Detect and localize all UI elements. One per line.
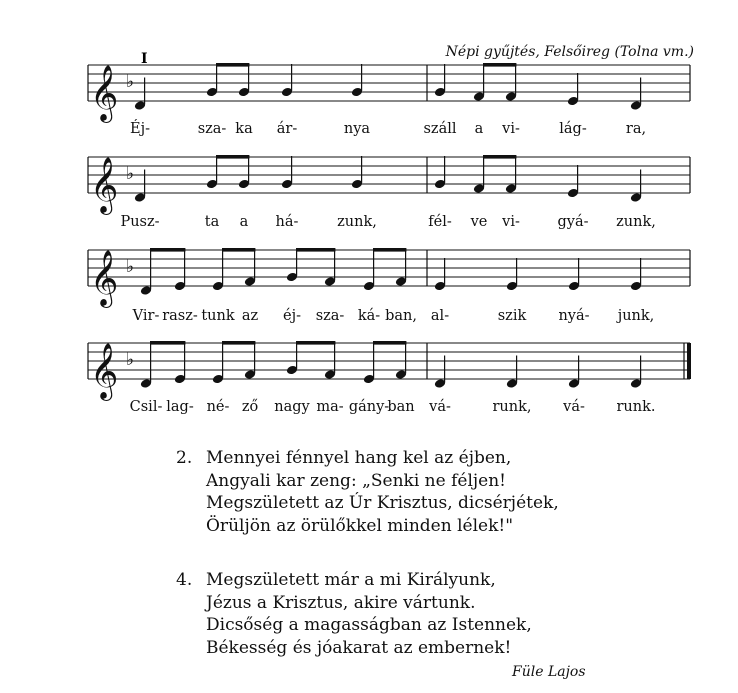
- lyric-syllable: al-: [430, 308, 450, 324]
- note-beam: [296, 341, 335, 345]
- lyric-syllable: gyá-: [557, 214, 589, 230]
- author-name: Füle Lajos: [512, 664, 586, 680]
- source-attribution: Népi gyűjtés, Felsőireg (Tolna vm.): [445, 44, 694, 60]
- note-beam: [216, 155, 249, 159]
- staff-system: [88, 248, 690, 324]
- lyric-syllable: runk.: [616, 399, 656, 415]
- stanza-line: Megszületett az Úr Krisztus, dicsérjétek,: [206, 493, 559, 513]
- stanza-line: Békesség és jóakarat az embernek!: [206, 637, 512, 658]
- lyric-syllable: éj-: [283, 308, 301, 324]
- stanza-number: 4.: [176, 570, 193, 590]
- rehearsal-mark: I: [141, 51, 148, 67]
- lyric-syllable: zunk,: [616, 214, 656, 230]
- note-beam: [150, 341, 185, 345]
- note-beam: [222, 341, 255, 345]
- lyric-syllable: ban,: [385, 308, 417, 324]
- lyric-syllable: ra,: [625, 121, 647, 137]
- treble-clef-icon: 𝄞: [90, 157, 119, 213]
- lyric-syllable: runk,: [492, 399, 532, 415]
- lyric-syllable: a: [239, 214, 249, 230]
- lyric-syllable: ka: [235, 121, 253, 137]
- lyric-syllable: a: [474, 121, 484, 137]
- flat-sign-icon: ♭: [126, 257, 135, 277]
- lyric-syllable: Vir-: [132, 308, 160, 324]
- lyric-syllable: ká-: [357, 308, 381, 324]
- lyric-syllable: szik: [497, 308, 527, 324]
- flat-sign-icon: ♭: [126, 164, 135, 184]
- note-beam: [373, 341, 406, 345]
- lyric-syllable: vá-: [429, 399, 451, 415]
- lyric-syllable: tunk: [201, 308, 235, 324]
- lyric-syllable: zunk,: [337, 214, 377, 230]
- lyric-syllable: vi-: [502, 214, 520, 230]
- stanza-line: Dicsőség a magasságban az Istennek,: [206, 615, 532, 635]
- lyric-syllable: há-: [275, 214, 299, 230]
- note-beam: [373, 248, 406, 252]
- lyric-syllable: junk,: [617, 308, 655, 324]
- lyric-syllable: ár-: [276, 121, 298, 137]
- stanza-line: Jézus a Krisztus, akire vártunk.: [206, 592, 476, 613]
- stanza-line: Angyali kar zeng: „Senki ne féljen!: [206, 470, 506, 491]
- staff-system: [88, 63, 690, 137]
- lyric-syllable: ma-: [316, 399, 344, 415]
- lyric-syllable: ző: [241, 399, 259, 415]
- lyric-syllable: ve: [470, 214, 488, 230]
- lyric-syllable: sza-: [315, 308, 345, 324]
- note-beam: [483, 155, 516, 159]
- lyric-syllable: gány-: [348, 399, 390, 415]
- lyric-syllable: Csil-: [129, 399, 163, 415]
- treble-clef-icon: 𝄞: [90, 65, 119, 121]
- final-bar-thick: [687, 343, 691, 379]
- lyric-syllable: ban: [387, 399, 415, 415]
- treble-clef-icon: 𝄞: [90, 343, 119, 399]
- lyric-syllable: vi-: [502, 121, 520, 137]
- lyric-syllable: lág-: [559, 121, 587, 137]
- lyric-syllable: ta: [204, 214, 220, 230]
- lyric-syllable: sza-: [197, 121, 227, 137]
- stanza-line: Mennyei fénnyel hang kel az éjben,: [206, 448, 512, 468]
- lyric-syllable: fél-: [428, 214, 452, 230]
- lyric-syllable: az: [241, 308, 259, 324]
- flat-sign-icon: ♭: [126, 350, 135, 370]
- lyric-syllable: száll: [423, 121, 457, 137]
- lyric-syllable: nyá-: [558, 308, 590, 324]
- lyric-syllable: lag-: [166, 399, 194, 415]
- note-beam: [216, 63, 249, 67]
- treble-clef-icon: 𝄞: [90, 250, 119, 306]
- lyric-syllable: rasz-: [162, 308, 198, 324]
- note-beam: [483, 63, 516, 67]
- lyric-syllable: né-: [206, 399, 230, 415]
- note-beam: [222, 248, 255, 252]
- stanza-number: 2.: [176, 448, 193, 468]
- staff-system: [88, 155, 690, 230]
- lyric-syllable: Éj-: [130, 121, 150, 137]
- note-beam: [296, 248, 335, 252]
- lyric-syllable: Pusz-: [120, 214, 160, 230]
- note-beam: [150, 248, 185, 252]
- staff-system: [88, 341, 691, 415]
- stanza-line: Megszületett már a mi Királyunk,: [206, 570, 496, 590]
- stanza-line: Örüljön az örülőkkel minden lélek!": [206, 515, 514, 536]
- lyric-syllable: nya: [343, 121, 371, 137]
- flat-sign-icon: ♭: [126, 72, 135, 92]
- lyric-syllable: nagy: [274, 399, 310, 415]
- lyric-syllable: vá-: [563, 399, 585, 415]
